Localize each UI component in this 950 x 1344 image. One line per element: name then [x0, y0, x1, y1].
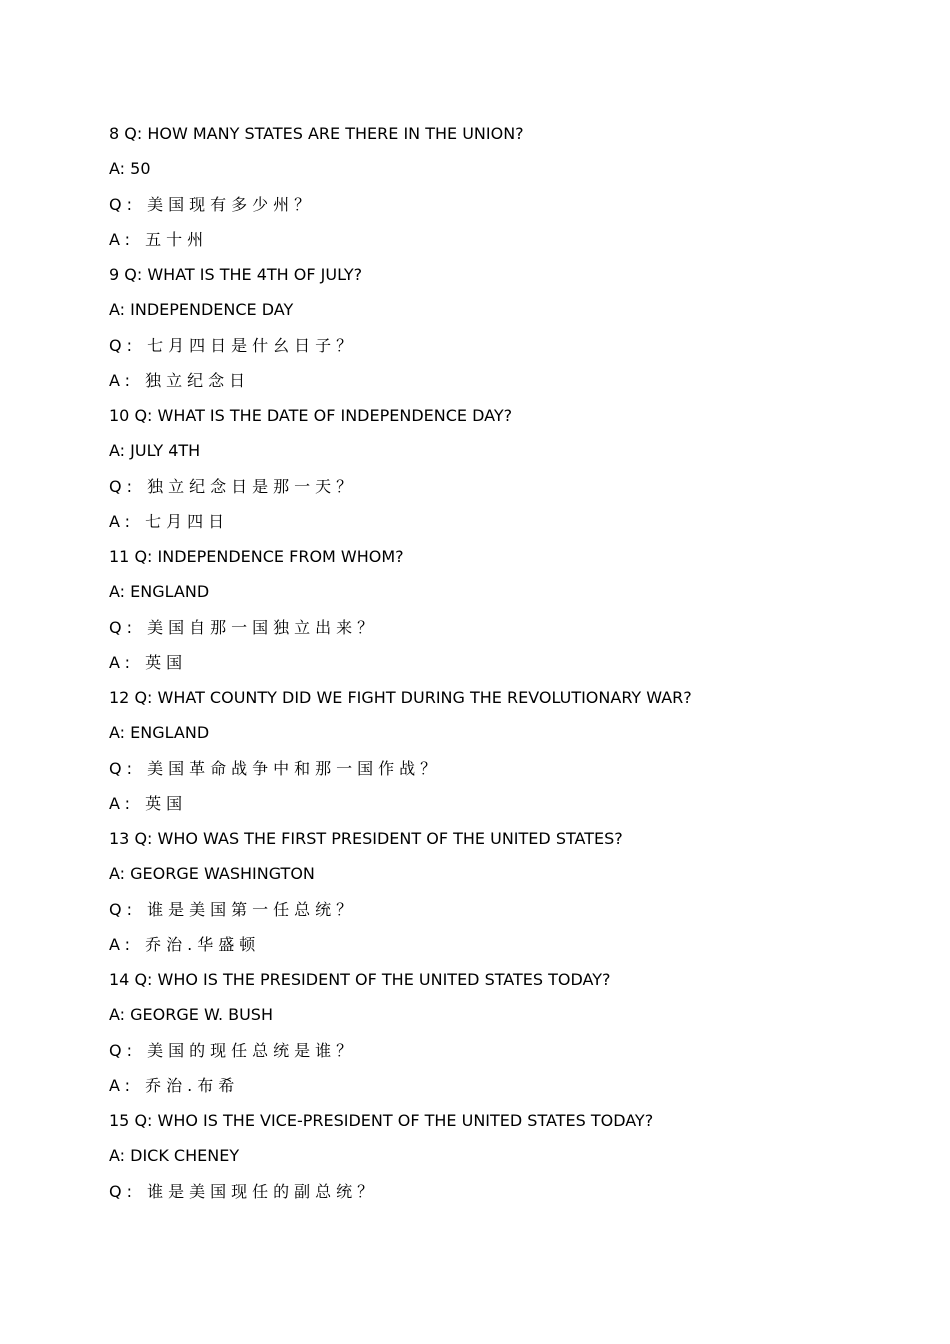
answer-english: A: ENGLAND [109, 723, 210, 743]
answer-chinese: A: 英国 [109, 652, 188, 672]
question-chinese: Q: 独立纪念日是那一天？ [109, 476, 358, 496]
question-chinese: Q: 七月四日是什幺日子？ [109, 335, 358, 355]
question-english: 12 Q: WHAT COUNTY DID WE FIGHT DURING THE REVOLUTIONARY WAR? [109, 688, 692, 707]
question-english: 11 Q: INDEPENDENCE FROM WHOM? [109, 547, 404, 566]
question-chinese: Q: 谁是美国现任的副总统？ [109, 1181, 379, 1201]
question-chinese: Q: 美国自那一国独立出来？ [109, 617, 379, 637]
answer-chinese: A: 独立纪念日 [109, 370, 251, 390]
answer-english: A: GEORGE W. BUSH [109, 1005, 273, 1025]
qa-list [109, 122, 869, 1215]
question-english: 8 Q: HOW MANY STATES ARE THERE IN THE UNION? [109, 124, 524, 143]
answer-english: A: DICK CHENEY [109, 1146, 240, 1166]
answer-english: A: GEORGE WASHINGTON [109, 864, 315, 884]
question-english: 13 Q: WHO WAS THE FIRST PRESIDENT OF THE UNITED STATES? [109, 829, 623, 848]
question-chinese: Q: 谁是美国第一任总统？ [109, 899, 358, 919]
question-chinese: Q: 美国的现任总统是谁？ [109, 1040, 358, 1060]
question-english: 14 Q: WHO IS THE PRESIDENT OF THE UNITED STATES TODAY? [109, 970, 611, 989]
answer-english: A: ENGLAND [109, 582, 210, 602]
answer-english: A: JULY 4TH [109, 441, 201, 461]
answer-english: A: INDEPENDENCE DAY [109, 300, 294, 320]
question-chinese: Q: 美国革命战争中和那一国作战？ [109, 758, 442, 778]
question-english: 15 Q: WHO IS THE VICE-PRESIDENT OF THE UNITED STATES TODAY? [109, 1111, 654, 1130]
question-english: 10 Q: WHAT IS THE DATE OF INDEPENDENCE DAY? [109, 406, 513, 425]
question-chinese: Q: 美国现有多少州？ [109, 194, 316, 214]
answer-chinese: A: 英国 [109, 793, 188, 813]
answer-chinese: A: 五十州 [109, 229, 209, 249]
question-english: 9 Q: WHAT IS THE 4TH OF JULY? [109, 265, 363, 284]
answer-chinese: A: 乔治.华盛顿 [109, 934, 261, 954]
answer-english: A: 50 [109, 159, 151, 179]
answer-chinese: A: 乔治.布希 [109, 1075, 240, 1095]
answer-chinese: A: 七月四日 [109, 511, 230, 531]
